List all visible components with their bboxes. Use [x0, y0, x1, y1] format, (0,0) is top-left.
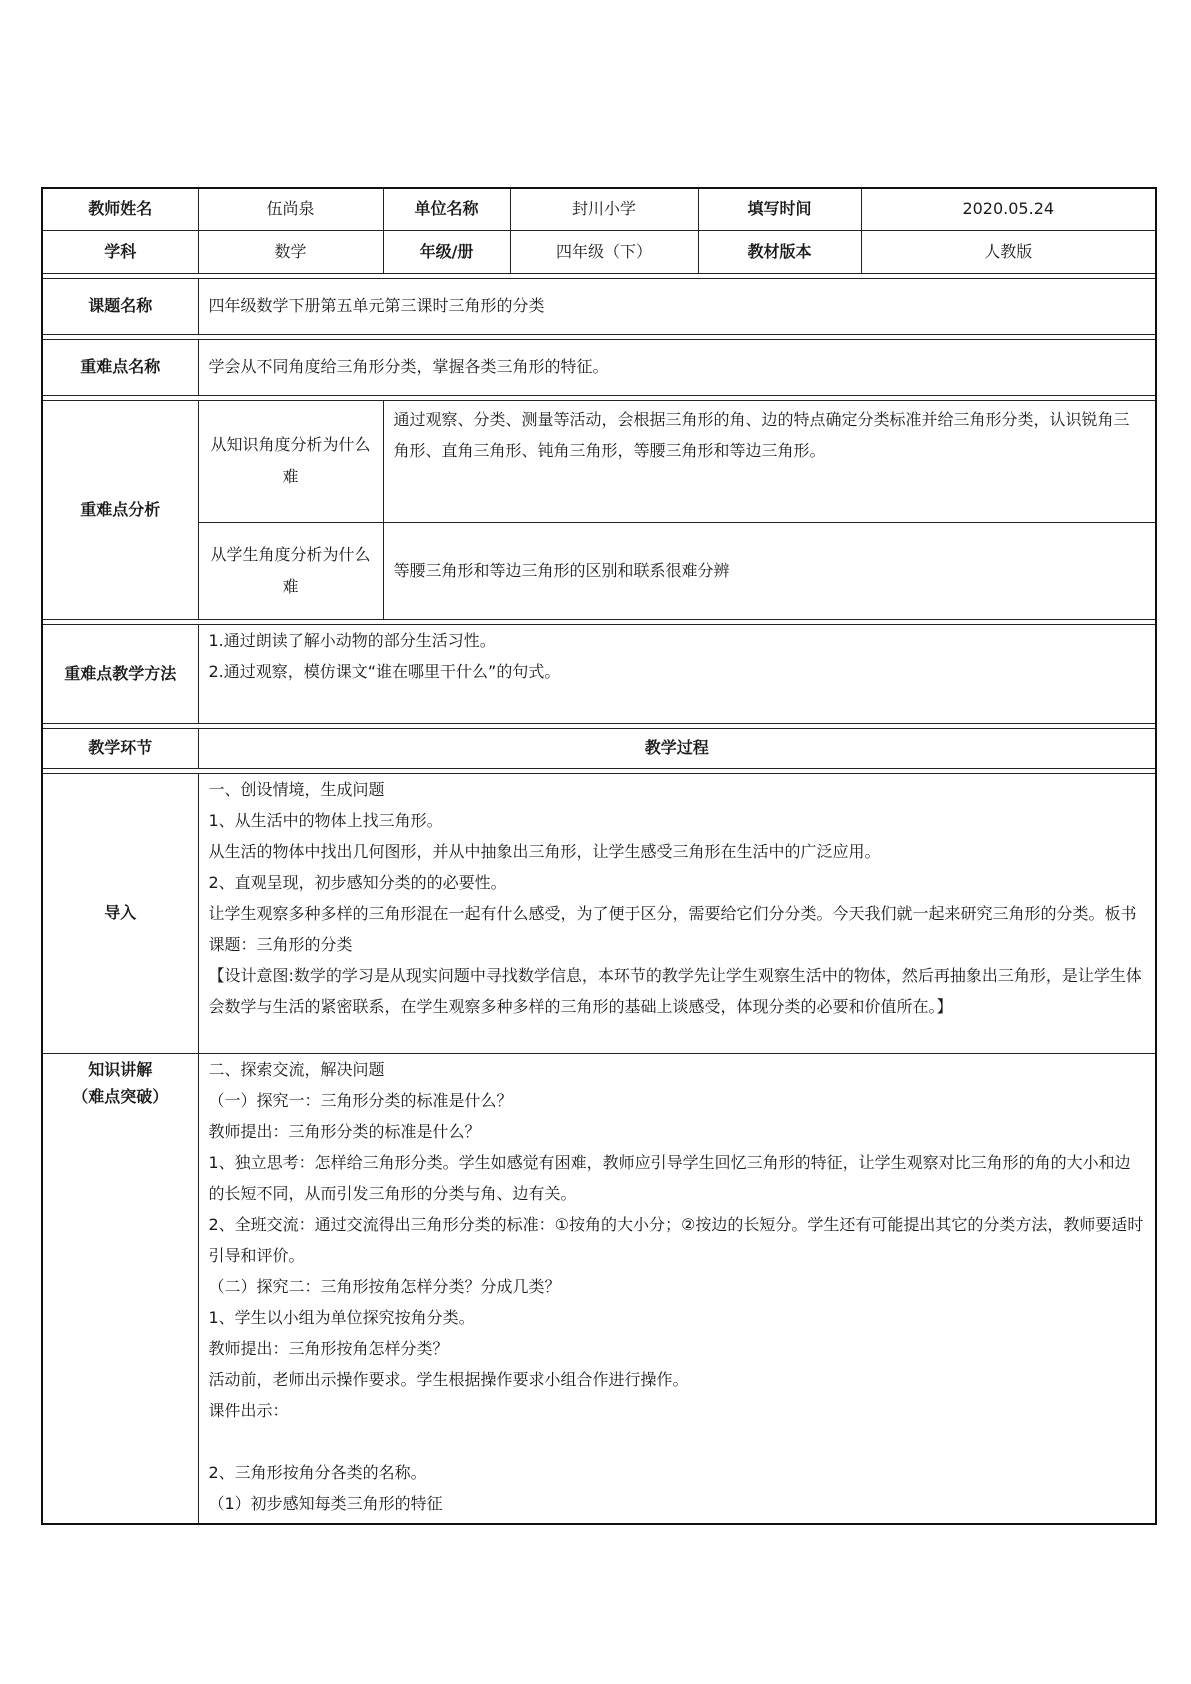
intro-content	[198, 773, 1156, 1053]
method-content	[198, 624, 1156, 723]
knowledge-paragraph: 2、全班交流：通过交流得出三角形分类的标准：①按角的大小分；②按边的长短分。学生还有可能提出其它的分类方法，教师要适时引导和评价。	[208, 1214, 1144, 1265]
knowledge-paragraph: 1、学生以小组为单位探究按角分类。	[208, 1307, 475, 1327]
stage-header: 教学环节	[42, 728, 198, 768]
knowledge-paragraph: 教师提出：三角形分类的标准是什么？	[208, 1121, 481, 1141]
teacher-name-label: 教师姓名	[42, 188, 198, 230]
knowledge-angle-paragraph: 通过观察、分类、测量等活动，会根据三角形的角、边的特点确定分类标准并给三角形分类，认识锐角三角形、直角三角形、钝角三角形，等腰三角形和等边三角形。	[393, 409, 1130, 460]
lesson-plan-table	[41, 187, 1155, 1525]
knowledge-paragraph: 1、独立思考：怎样给三角形分类。学生如感觉有困难，教师应引导学生回忆三角形的特征，让学生观察对比三角形的角的大小和边的长短不同，从而引发三角形的分类与角、边有关。	[208, 1152, 1131, 1203]
knowledge-angle-text	[383, 400, 1156, 522]
knowledge-label: 知识讲解	[88, 1059, 153, 1079]
student-angle-label: 从学生角度分析为什么难	[198, 522, 383, 619]
knowledge-sublabel: （难点突破）	[72, 1086, 169, 1106]
knowledge-blank-line	[209, 1426, 1146, 1457]
intro-label: 导入	[42, 773, 198, 1053]
intro-paragraph: 一、创设情境，生成问题	[208, 779, 385, 799]
keypoints-value: 学会从不同角度给三角形分类，掌握各类三角形的特征。	[198, 339, 1156, 395]
intro-paragraph: 1、从生活中的物体上找三角形。	[208, 810, 443, 830]
knowledge-paragraph: 教师提出：三角形按角怎样分类？	[208, 1338, 449, 1358]
fill-date-value: 2020.05.24	[861, 188, 1156, 230]
unit-name-value: 封川小学	[510, 188, 698, 230]
process-header: 教学过程	[198, 728, 1156, 768]
knowledge-paragraph: 二、探索交流，解决问题	[208, 1059, 385, 1079]
edition-value: 人教版	[861, 230, 1156, 273]
knowledge-paragraph: （二）探究二：三角形按角怎样分类？分成几类？	[208, 1276, 561, 1296]
grade-label: 年级/册	[383, 230, 510, 273]
keypoints-label: 重难点名称	[42, 339, 198, 395]
intro-paragraph: 让学生观察多种多样的三角形混在一起有什么感受，为了便于区分，需要给它们分分类。今天我们就一起来研究三角形的分类。板书课题：三角形的分类	[208, 903, 1137, 954]
method-line: 2.通过观察，模仿课文“谁在哪里干什么”的句式。	[208, 661, 561, 681]
intro-paragraph: 【设计意图:数学的学习是从现实问题中寻找数学信息，本环节的教学先让学生观察生活中的物体，然后再抽象出三角形，是让学生体会数学与生活的紧密联系，在学生观察多种多样的三角形的基础上谈感受，体现分类的必要和价值所在。】	[208, 965, 1142, 1016]
knowledge-content	[198, 1053, 1156, 1524]
knowledge-paragraph: 2、三角形按角分各类的名称。	[208, 1462, 427, 1482]
topic-label: 课题名称	[42, 278, 198, 334]
intro-paragraph: 从生活的物体中找出几何图形，并从中抽象出三角形，让学生感受三角形在生活中的广泛应用。	[208, 841, 881, 861]
subject-label: 学科	[42, 230, 198, 273]
topic-value: 四年级数学下册第五单元第三课时三角形的分类	[198, 278, 1156, 334]
knowledge-paragraph: 活动前，老师出示操作要求。学生根据操作要求小组合作进行操作。	[208, 1369, 689, 1389]
knowledge-label-cell	[42, 1053, 198, 1524]
grade-value: 四年级（下）	[510, 230, 698, 273]
knowledge-paragraph: （1）初步感知每类三角形的特征	[208, 1493, 443, 1513]
knowledge-paragraph: 课件出示：	[208, 1400, 289, 1420]
method-line: 1.通过朗读了解小动物的部分生活习性。	[208, 630, 496, 650]
knowledge-paragraph: （一）探究一：三角形分类的标准是什么？	[208, 1090, 513, 1110]
intro-paragraph: 2、直观呈现，初步感知分类的的必要性。	[208, 872, 507, 892]
fill-date-label: 填写时间	[698, 188, 861, 230]
method-label: 重难点教学方法	[42, 624, 198, 723]
unit-name-label: 单位名称	[383, 188, 510, 230]
teacher-name-value: 伍尚泉	[198, 188, 383, 230]
subject-value: 数学	[198, 230, 383, 273]
student-angle-text: 等腰三角形和等边三角形的区别和联系很难分辨	[383, 522, 1156, 619]
edition-label: 教材版本	[698, 230, 861, 273]
analysis-label: 重难点分析	[42, 400, 198, 619]
knowledge-angle-label: 从知识角度分析为什么难	[198, 400, 383, 522]
